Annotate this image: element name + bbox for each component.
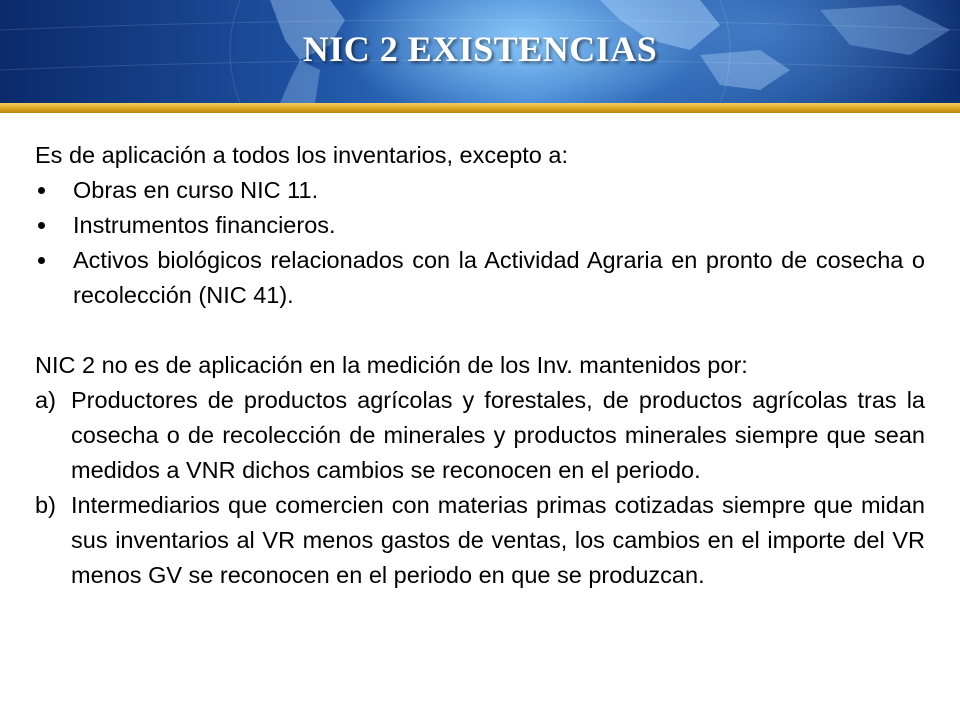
lettered-item-a <box>35 383 925 488</box>
item-marker: b) <box>35 492 56 518</box>
lettered-item-b <box>35 488 925 593</box>
header-banner <box>0 0 960 103</box>
slide-content <box>35 138 925 593</box>
second-intro-text: NIC 2 no es de aplicación en la medición de los Inv. mantenidos por: <box>35 352 748 378</box>
bullet-item <box>35 243 925 313</box>
bullet-item <box>35 208 925 243</box>
bullet-item <box>35 173 925 208</box>
gold-divider <box>0 103 960 113</box>
bullet-text: Activos biológicos relacionados con la Actividad Agraria en pronto de cosecha o recolección (NIC 41). <box>73 247 925 308</box>
item-text: Intermediarios que comercien con materias primas cotizadas siempre que midan sus inventarios al VR menos gastos de ventas, los cambios en el importe del VR menos GV se reconocen en el periodo en que se produzcan. <box>71 492 925 588</box>
item-text: Productores de productos agrícolas y forestales, de productos agrícolas tras la cosecha o de recolección de minerales y productos minerales siempre que sean medidos a VNR dichos cambios se reconocen en el periodo. <box>71 387 925 483</box>
slide-title: NIC 2 EXISTENCIAS <box>302 29 658 69</box>
intro-text: Es de aplicación a todos los inventarios, excepto a: <box>35 142 568 168</box>
item-marker: a) <box>35 387 56 413</box>
bullet-text: Obras en curso NIC 11. <box>73 177 319 203</box>
bullet-text: Instrumentos financieros. <box>73 212 336 238</box>
spacer <box>35 313 925 348</box>
